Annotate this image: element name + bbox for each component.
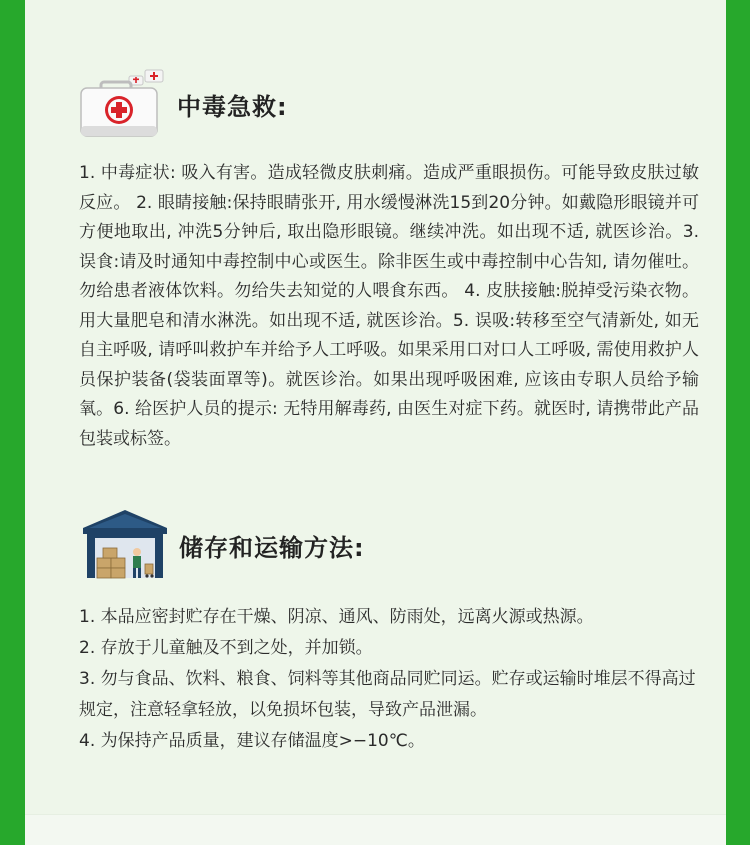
storage-title: 储存和运输方法: (179, 533, 365, 562)
list-item: 3. 勿与食品、饮料、粮食、饲料等其他商品同贮同运。贮存或运输时堆层不得高过规定，注意轻拿轻放，以免损坏包装，导致产品泄漏。 (79, 669, 696, 720)
content-panel (25, 0, 726, 844)
first-aid-header (77, 68, 288, 140)
first-aid-paragraph: 1. 中毒症状: 吸入有害。造成轻微皮肤刺痛。造成严重眼损伤。可能导致皮肤过敏反应。 2. 眼睛接触:保持眼睛张开, 用水缓慢淋洗15到20分钟。如戴隐形眼镜并可方便地取出, 冲洗5分钟后, 取出隐形眼镜。继续冲洗。如出现不适, 就医诊治。3. 误食:请及时通知中毒控制中心或医生。除非医生或中毒控制中心告知, 请勿催吐。勿给患者液体饮料。勿给失去知觉的人喂食东西。 4. 皮肤接触:脱掉受污染衣物。用大量肥皂和清水淋洗。如出现不适, 就医诊治。5. 误吸:转移至空气清新处, 如无自主呼吸, 请呼叫救护车并给予人工呼吸。如果采用口对口人工呼吸, 需使用救护人员保护装备(袋装面罩等)。就医诊治。如果出现呼吸困难, 应该由专职人员给予输氧。6. 给医护人员的提示: 无特用解毒药, 由医生对症下药。就医时, 请携带此产品包装或标签。 (79, 163, 699, 449)
list-item: 4. 为保持产品质量，建议存储温度>−10℃。 (79, 731, 425, 751)
list-item: 1. 本品应密封贮存在干燥、阴凉、通风、防雨处，远离火源或热源。 (79, 607, 594, 627)
storage-list (79, 602, 699, 757)
first-aid-kit-icon (77, 68, 169, 140)
list-item: 2. 存放于儿童触及不到之处，并加锁。 (79, 638, 373, 658)
bottom-divider (25, 814, 726, 845)
storage-header (81, 508, 365, 582)
first-aid-title: 中毒急救: (177, 92, 288, 121)
warehouse-icon (81, 508, 169, 582)
